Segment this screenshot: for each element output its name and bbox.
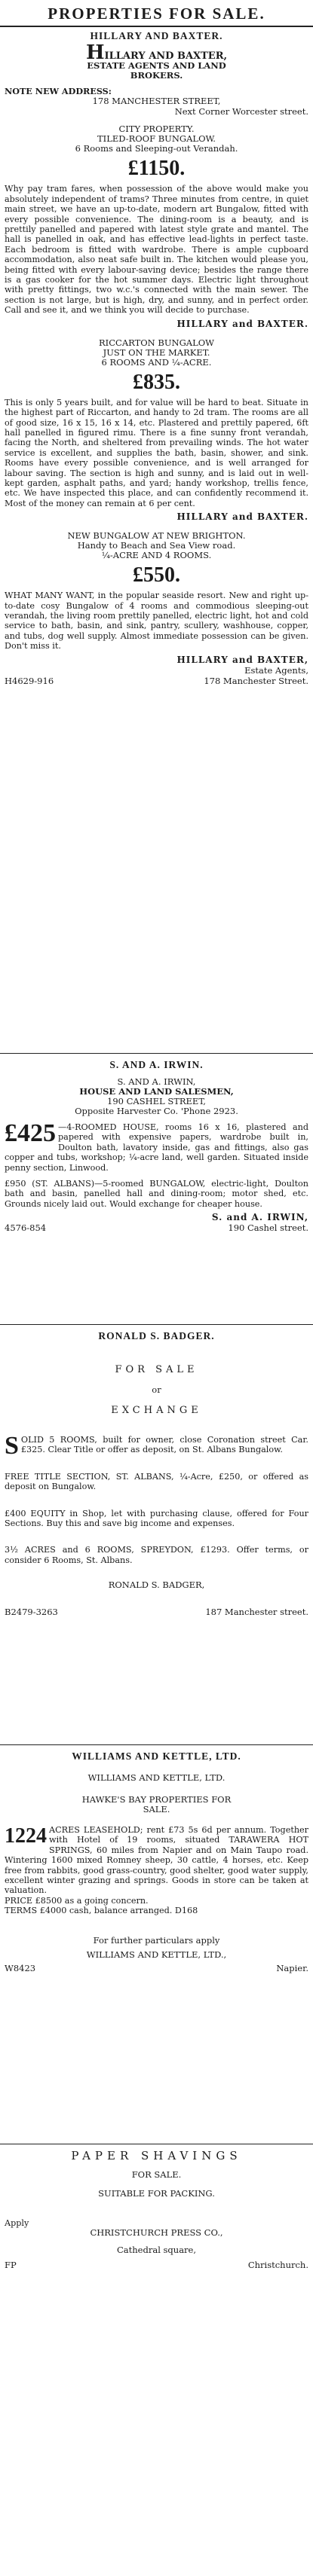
- wk-footer-code: W8423: [5, 1962, 36, 1973]
- badger-footer: [5, 1607, 308, 1617]
- wk-firm: WILLIAMS AND KETTLE, LTD.: [87, 1772, 226, 1783]
- irwin-header: S. AND A. IRWIN.: [109, 1059, 204, 1070]
- hb-firm-line2: ESTATE AGENTS AND LAND: [87, 60, 226, 71]
- hb-firm-name: [5, 41, 308, 64]
- hb-riccarton-sub2: 6 ROOMS AND ¼-ACRE.: [101, 356, 212, 368]
- badger-ad: [5, 1330, 308, 1617]
- hb-signature-3-sub: Estate Agents,: [244, 664, 308, 676]
- irwin-footer: [5, 1222, 308, 1233]
- wk-terms: TERMS £4000 cash, balance arranged. D168: [5, 1906, 198, 1916]
- irwin-ad-1: [5, 1119, 308, 1173]
- hillary-baxter-ad: [5, 30, 308, 686]
- badger-ad-2: FREE TITLE SECTION, ST. ALBANS, ¼-Acre, £250, or offered as deposit on Bungalow.: [5, 1471, 308, 1492]
- hb-riccarton-sub1: JUST ON THE MARKET.: [103, 346, 210, 358]
- press-street: Cathedral square,: [116, 2245, 197, 2256]
- irwin-ad: [5, 1059, 308, 1233]
- divider-badger: [0, 1324, 313, 1325]
- hb-bungalow-title: TILED-ROOF BUNGALOW.: [97, 133, 216, 145]
- wk-title-2: SALE.: [143, 1804, 170, 1814]
- hb-bungalow-sub: 6 Rooms and Sleeping-out Verandah.: [75, 143, 238, 154]
- press-line-2: FOR SALE.: [131, 2169, 182, 2180]
- divider-irwin: [0, 1053, 313, 1054]
- hb-footer-code: H4629-916: [5, 675, 54, 686]
- irwin-signature: S. and A. IRWIN,: [211, 1212, 308, 1223]
- wk-firm-2: WILLIAMS AND KETTLE, LTD.,: [86, 1949, 227, 1960]
- hb-address: [5, 87, 308, 117]
- hb-price-3: £550.: [133, 563, 180, 588]
- irwin-firm-line4: Opposite Harvester Co. 'Phone 2923.: [75, 1106, 238, 1116]
- badger-ad1-lead: S: [5, 1432, 19, 1460]
- press-apply: Apply: [5, 2218, 29, 2228]
- press-line-1: PAPER SHAVINGS: [71, 2149, 242, 2162]
- wk-ad-text: ACRES LEASEHOLD; rent £73 5s 6d per annum. Together with Hotel of 19 rooms, situated TARAWERA HOT SPRINGS, 60 miles from Napier and on Main Taupo road. Wintering 1600 mixed Romney sheep, 30 cattle, 4 horses, etc. Keep free from rabbits, good grass-country, good shelter, good water supply, excellent winter grazing and springs. Goods in store can be taken at valuation.: [5, 1825, 308, 1896]
- badger-for-sale: FOR SALE: [115, 1364, 198, 1375]
- wk-footer-address: Napier.: [276, 1962, 308, 1973]
- wk-header: WILLIAMS AND KETTLE, LTD.: [72, 1750, 241, 1762]
- wk-footer: [5, 1963, 308, 1973]
- badger-ad-3: £400 EQUITY in Shop, let with purchasing clause, offered for Four Sections. Buy this and save big income and expenses.: [5, 1508, 308, 1529]
- hb-desc-3: WHAT MANY WANT, in the popular seaside resort. New and right up-to-date cosy Bungalow of 4 rooms and commodious sleeping-out verandah, the living room prettily panelled, electric light, hot and cold service to bath, basin, and sink, pantry, scullery, washhouse, copper, and tubs, dog well supply. Almost immediate possession can be given. Don't miss it.: [5, 591, 308, 652]
- badger-signature: RONALD S. BADGER,: [108, 1579, 205, 1591]
- irwin-ad1-price: £425: [5, 1119, 56, 1147]
- hb-newbrighton-title: NEW BUNGALOW AT NEW BRIGHTON.: [67, 530, 246, 542]
- badger-ad1-text: OLID 5 ROOMS, built for owner, close Coronation street Car. £325. Clear Title or offer as deposit, on St. Albans Bungalow.: [20, 1435, 308, 1455]
- wk-ad: [5, 1825, 308, 1896]
- hb-address-next: Next Corner Worcester street.: [174, 106, 308, 118]
- badger-ad-4: 3½ ACRES and 6 ROOMS, SPREYDON, £1293. Offer terms, or consider 6 Rooms, St. Albans.: [5, 1545, 308, 1565]
- press-footer: [5, 2260, 308, 2270]
- wk-title-1: HAWKE'S BAY PROPERTIES FOR: [81, 1794, 232, 1805]
- irwin-firm: S. AND A. IRWIN,: [117, 1076, 196, 1087]
- press-ad: [5, 2151, 308, 2270]
- hb-firm-rest: ILLARY AND BAXTER,: [104, 50, 228, 62]
- press-footer-address: Christchurch.: [247, 2260, 308, 2271]
- hb-address-note: NOTE NEW ADDRESS:: [5, 86, 112, 96]
- hb-city-property: [5, 124, 308, 154]
- badger-or: or: [152, 1384, 161, 1395]
- hb-signature-2: HILLARY and BAXTER.: [176, 511, 308, 523]
- hb-firm-line3: BROKERS.: [130, 70, 183, 81]
- badger-ad-1: [5, 1432, 308, 1460]
- irwin-firm-line2: HOUSE AND LAND SALESMEN,: [79, 1086, 234, 1097]
- hb-firm-block: [5, 41, 308, 81]
- hb-riccarton-title: RICCARTON BUNGALOW: [99, 337, 214, 348]
- hb-price-2: £835.: [133, 370, 180, 394]
- hb-price-1: £1150.: [127, 157, 186, 181]
- irwin-ad-2: £950 (ST. ALBANS)—5-roomed BUNGALOW, electric-light, Doulton bath and basin, panelled hall and dining-room; motor shed, etc. Grounds nicely laid out. Would exchange for cheaper house.: [5, 1179, 308, 1209]
- hb-city-title: CITY PROPERTY.: [118, 124, 195, 135]
- divider-williams-kettle: [0, 1744, 313, 1745]
- hb-header: HILLARY AND BAXTER.: [90, 30, 223, 41]
- hb-newbrighton-sub2: ¼-ACRE AND 4 ROOMS.: [101, 550, 212, 561]
- hb-newbrighton: [5, 531, 308, 560]
- badger-footer-code: B2479-3263: [5, 1607, 58, 1618]
- wk-lead-num: 1224: [5, 1824, 47, 1848]
- badger-exchange: EXCHANGE: [111, 1405, 202, 1416]
- hb-newbrighton-sub1: Handy to Beach and Sea View road.: [77, 540, 236, 551]
- irwin-firm-block: [5, 1077, 308, 1116]
- irwin-footer-code: 4576-854: [5, 1222, 47, 1234]
- badger-header: RONALD S. BADGER.: [98, 1330, 215, 1341]
- hb-signature-1: HILLARY and BAXTER.: [176, 318, 308, 329]
- hb-footer-address: 178 Manchester Street.: [204, 675, 308, 686]
- hb-firm-lead: H: [85, 41, 105, 64]
- masthead: PROPERTIES FOR SALE.: [0, 0, 313, 27]
- hb-footer: [5, 676, 308, 686]
- williams-kettle-ad: [5, 1750, 308, 1973]
- wk-price-line: PRICE £8500 as a going concern.: [5, 1895, 149, 1906]
- irwin-footer-address: 190 Cashel street.: [228, 1222, 308, 1234]
- irwin-ad1-text: —4-ROOMED HOUSE, rooms 16 x 16, plastered and papered with expensive papers, wardrobe built in, Doulton bath, lavatory inside, gas and fittings, also gas copper and tubs, workshop; ¼-acre land, well garden. Situated inside penny section, Linwood.: [5, 1122, 308, 1173]
- wk-further: For further particulars apply: [93, 1934, 220, 1946]
- press-company: CHRISTCHURCH PRESS CO.,: [90, 2227, 223, 2239]
- press-line-3: SUITABLE FOR PACKING.: [98, 2188, 215, 2199]
- irwin-firm-line3: 190 CASHEL STREET,: [107, 1096, 206, 1106]
- hb-desc-2: This is only 5 years built, and for value will be hard to beat. Situate in the highest part of Riccarton, and handy to 2d tram. The rooms are all of good size, 16 x 15, 16 x 14, etc. Plastered and prettily papered, 6ft hall panelled in figured rimu. There is a fine sunny front verandah, facing the North, and sheltered from prevailing winds. The hot water service is excellent, and supplies the bath, basin, shower, and sink. Rooms have every possible convenience, and is well arranged for labour saving. The section is high and sunny, and is laid out in well-kept garden, asphalt paths, and yard; handy workshop, trellis fence, etc. We have inspected this place, and can confidently recommend it. Most of the money can remain at 6 per cent.: [5, 397, 308, 508]
- hb-address-line: 178 MANCHESTER STREET,: [92, 96, 221, 107]
- press-footer-code: FP: [5, 2260, 17, 2271]
- badger-footer-address: 187 Manchester street.: [205, 1607, 308, 1618]
- hb-riccarton: [5, 338, 308, 368]
- hb-signature-3: HILLARY and BAXTER,: [176, 654, 308, 665]
- hb-desc-1: Why pay tram fares, when possession of the above would make you absolutely independent of trams? Three minutes from centre, in quiet main street, we have an up-to-date, modern art Bungalow, fitted with every possible convenience. The dining-room is a beauty, and is prettily panelled and papered with latest style grate and mantel. The hall is panelled in oak, and has effective lead-lights in perfect taste. Each bedroom is fitted with wardrobe. There is ample cupboard accommodation, also neat safe built in. The kitchen would please you, being fitted with every labour-saving device; besides the range there is a gas cooker for the hot summer days. Electric light throughout with pretty fittings, two w.c.'s connected with the main sewer. The section is not large, but is high, dry, and sunny, and in perfect order. Call and see it, and we think you will decide to purchase.: [5, 184, 308, 316]
